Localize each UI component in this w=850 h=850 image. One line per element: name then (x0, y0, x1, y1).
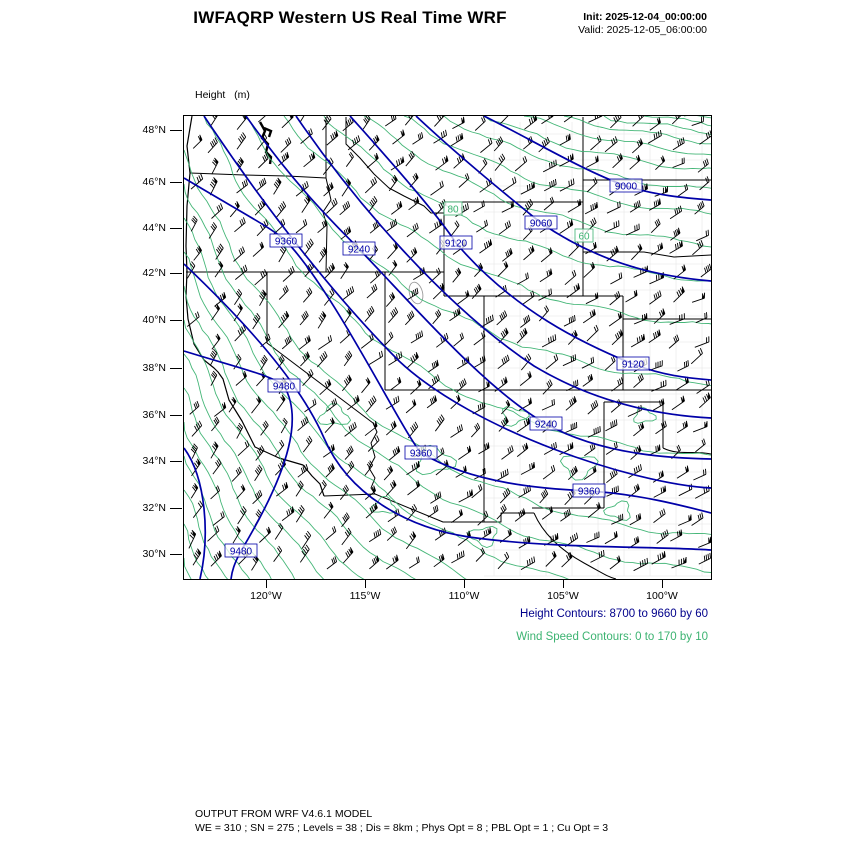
height-contour-label: 9360 (409, 448, 433, 460)
init-value: 2025-12-04_00:00:00 (605, 11, 707, 23)
height-contour-label: 9060 (529, 218, 553, 230)
footer-model-line: OUTPUT FROM WRF V4.6.1 MODEL (195, 808, 373, 820)
height-contour-label: 9240 (347, 244, 371, 256)
lat-tick (170, 228, 182, 229)
wind-speed-contour-label: 80 (447, 204, 459, 216)
lon-tick-label: 110°W (448, 590, 480, 602)
lat-tick (170, 273, 182, 274)
lat-tick (170, 368, 182, 369)
lat-tick-label: 42°N (142, 267, 166, 279)
lon-tick (266, 580, 267, 588)
valid-time (578, 24, 707, 37)
lat-tick-label: 36°N (142, 409, 166, 421)
lat-tick-label: 32°N (142, 502, 166, 514)
footer-config-line: WE = 310 ; SN = 275 ; Levels = 38 ; Dis = 8km ; Phys Opt = 8 ; PBL Opt = 1 ; Cu Opt = 3 (195, 821, 609, 834)
lat-tick (170, 320, 182, 321)
run-times (578, 11, 707, 37)
height-contour-label: 9480 (272, 381, 296, 393)
height-contour-label: 9480 (229, 546, 253, 558)
lon-tick (662, 580, 663, 588)
init-time (578, 11, 707, 24)
lat-tick-label: 34°N (142, 455, 166, 467)
height-contour-label: 9240 (534, 419, 558, 431)
map-plot (183, 115, 712, 580)
valid-value: 2025-12-05_06:00:00 (606, 24, 707, 36)
lat-tick (170, 461, 182, 462)
wind-speed-contour-label: 60 (578, 231, 590, 243)
model-footer (195, 808, 608, 835)
lat-tick-label: 40°N (142, 314, 166, 326)
lon-tick-label: 100°W (646, 590, 678, 602)
lon-tick (464, 580, 465, 588)
lat-tick-label: 44°N (142, 222, 166, 234)
lat-tick (170, 554, 182, 555)
legend-height: Height (m) (195, 89, 250, 101)
height-contour-label: 9120 (621, 359, 645, 371)
lat-tick-label: 46°N (142, 176, 166, 188)
lat-tick-label: 48°N (142, 124, 166, 136)
lon-tick (563, 580, 564, 588)
coastline (186, 116, 324, 496)
init-label: Init: (583, 11, 603, 23)
wind-speed-contour-caption: Wind Speed Contours: 0 to 170 by 10 (516, 631, 708, 643)
lat-tick (170, 508, 182, 509)
lat-tick (170, 130, 182, 131)
lon-tick-label: 120°W (250, 590, 282, 602)
valid-label: Valid: (578, 24, 604, 36)
height-contour-caption: Height Contours: 8700 to 9660 by 60 (520, 608, 708, 620)
lon-tick (365, 580, 366, 588)
map-canvas (184, 116, 711, 579)
lon-tick-label: 105°W (547, 590, 579, 602)
lat-tick-label: 38°N (142, 362, 166, 374)
lon-tick-label: 115°W (349, 590, 381, 602)
page-title: IWFAQRP Western US Real Time WRF (193, 8, 507, 27)
lat-tick (170, 415, 182, 416)
lat-tick-label: 30°N (142, 548, 166, 560)
height-contour-label: 9000 (614, 181, 638, 193)
height-contour-label: 9360 (577, 486, 601, 498)
height-contour-label: 9120 (444, 238, 468, 250)
lat-tick (170, 182, 182, 183)
height-contour-label: 9360 (274, 236, 298, 248)
